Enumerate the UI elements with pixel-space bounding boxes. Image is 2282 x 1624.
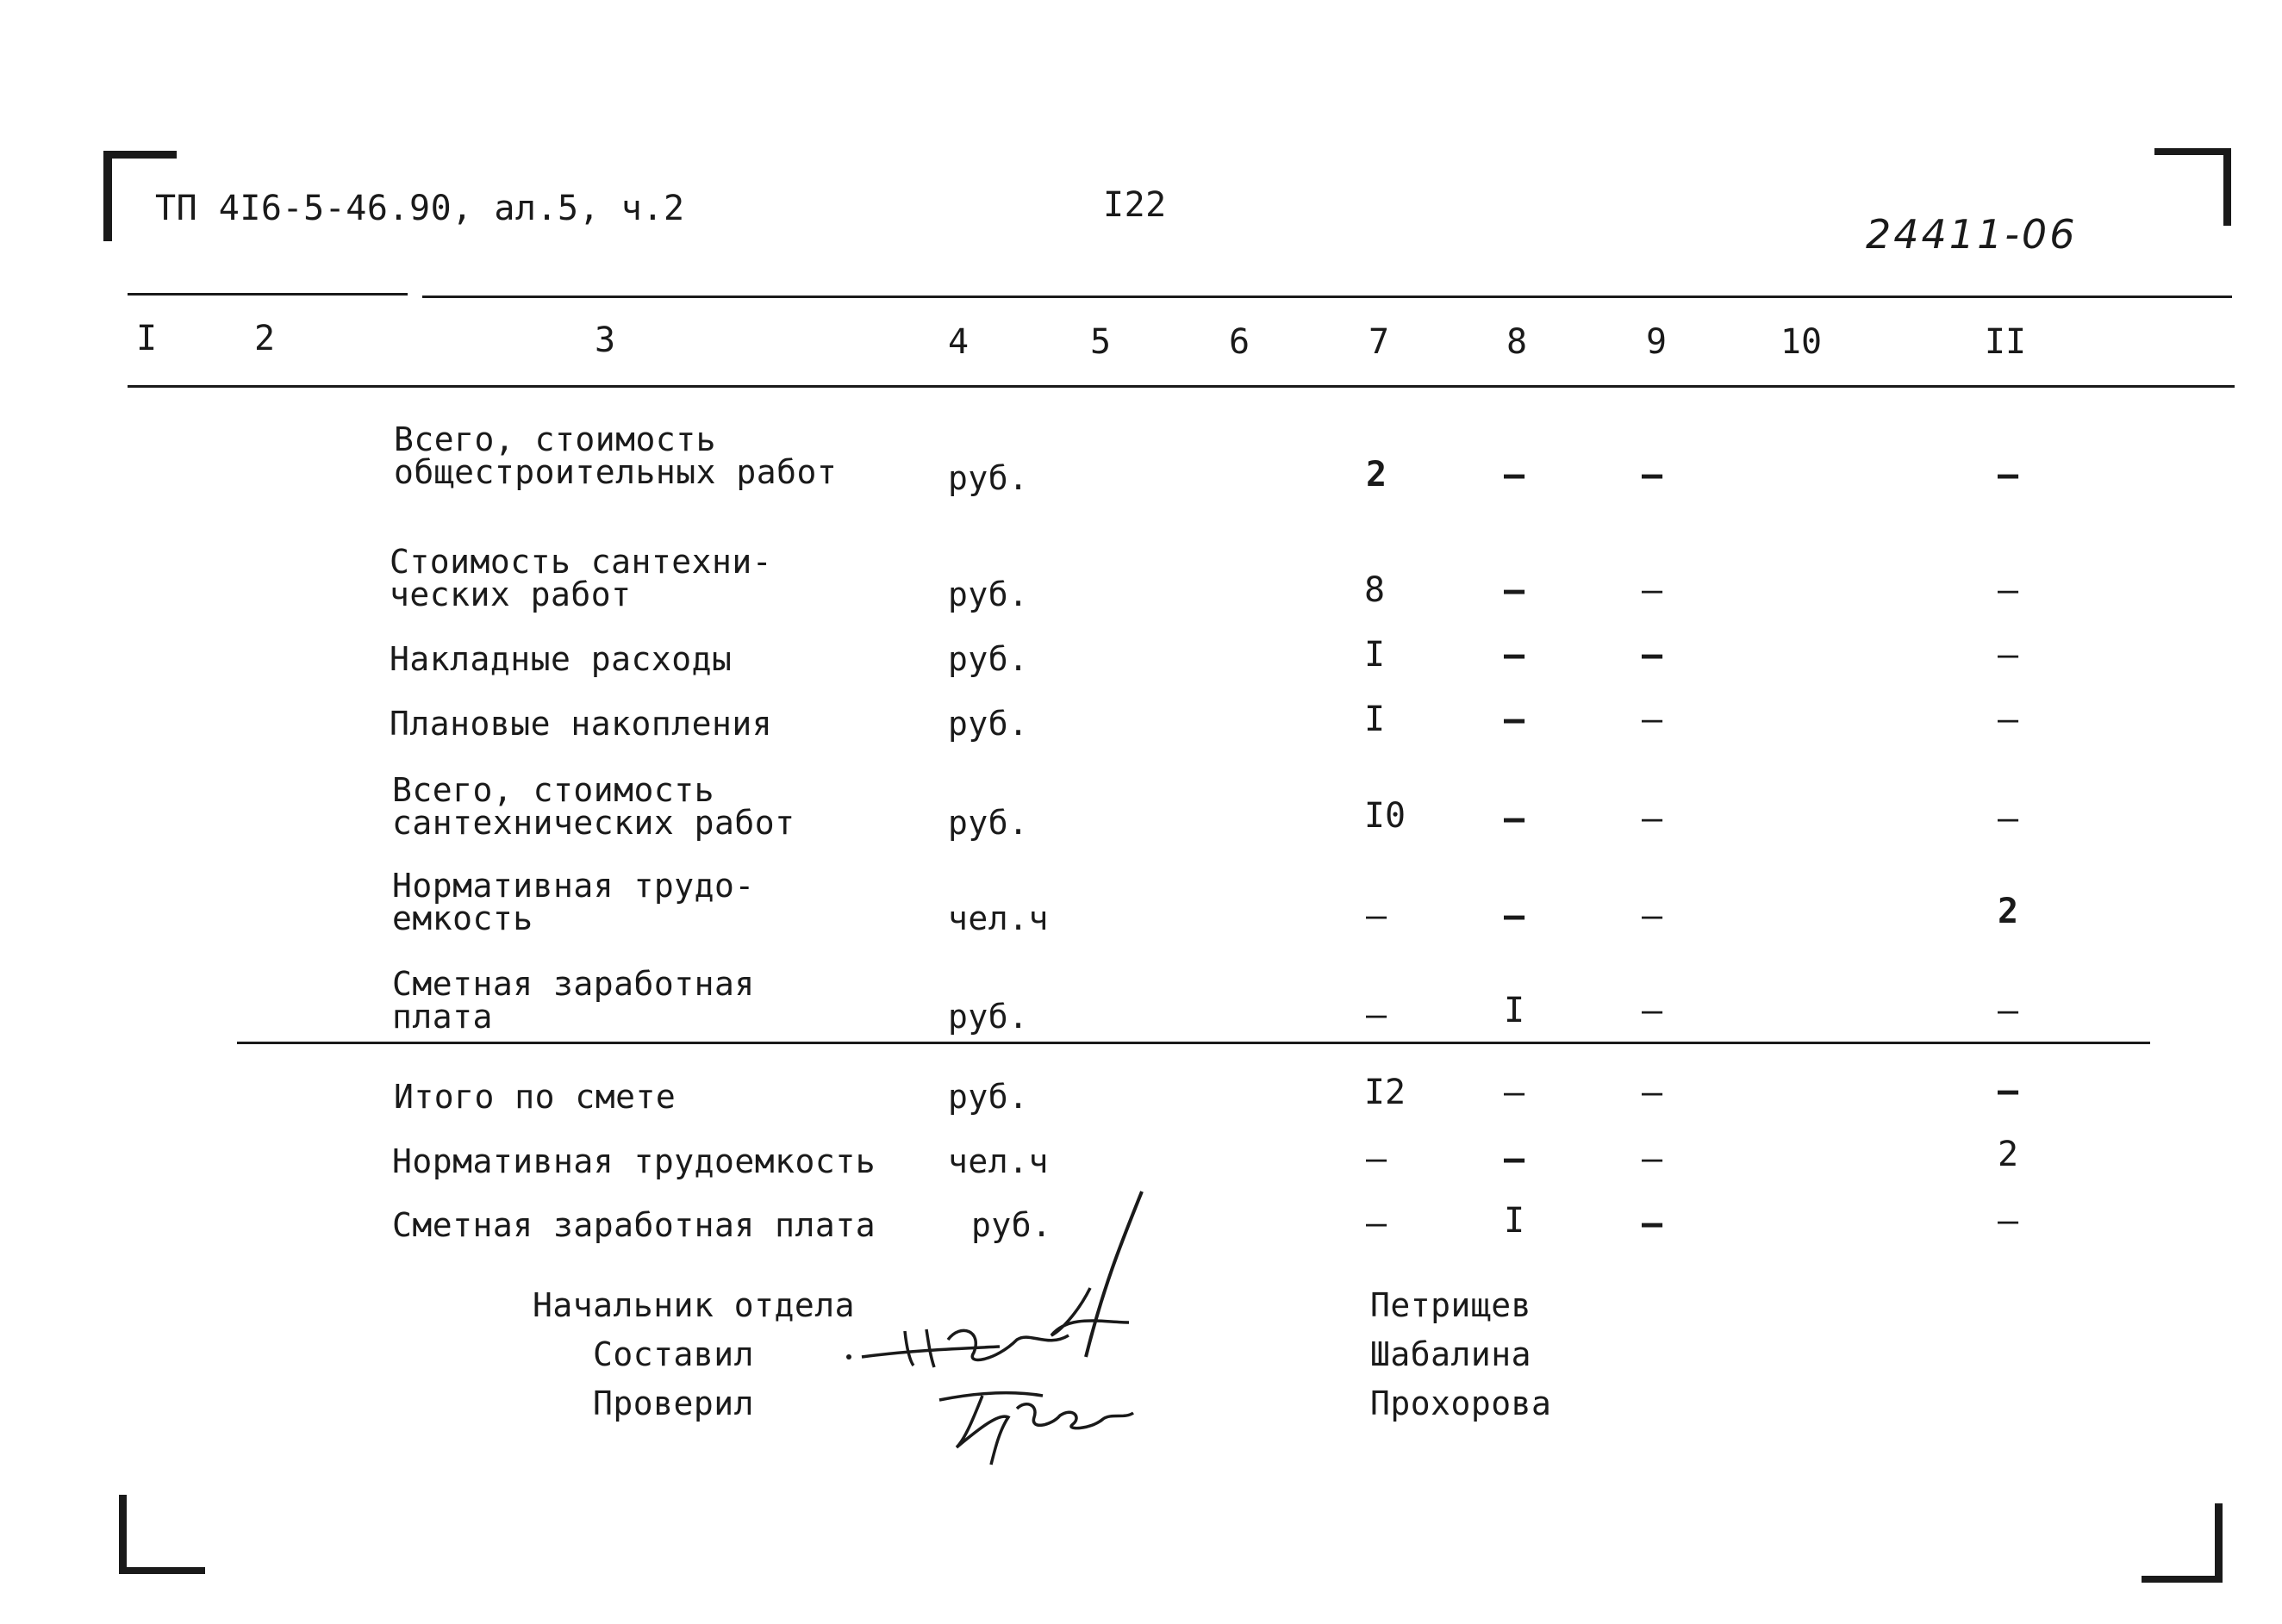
column-header: 7 [1368, 322, 1390, 362]
column-header: II [1984, 322, 2027, 362]
row-value-col11: – [1997, 700, 2019, 739]
row-name: Нормативная трудо- [392, 867, 755, 905]
row-unit: руб. [948, 640, 1029, 678]
row-value-col8: – [1503, 700, 1525, 739]
row-name: Сметная заработная [392, 965, 755, 1003]
total-unit: руб. [948, 1078, 1029, 1116]
row-value-col7: 8 [1363, 570, 1386, 610]
corner-mark-bottom-right [2215, 1503, 2223, 1583]
total-value-col8: – [1503, 1073, 1525, 1112]
page-number: I22 [1103, 185, 1167, 225]
signature-name: Прохорова [1370, 1384, 1552, 1422]
row-value-col11: 2 [1997, 892, 2019, 931]
total-name: Итого по смете [394, 1078, 676, 1116]
row-value-col9: – [1641, 991, 1663, 1030]
row-unit: руб. [948, 459, 1029, 497]
table-top-line [422, 296, 2232, 298]
corner-mark-top-left [103, 151, 112, 241]
row-value-col8: – [1503, 896, 1525, 936]
row-value-col7: 2 [1365, 455, 1387, 495]
total-unit: руб. [971, 1206, 1052, 1244]
row-value-col7: I [1363, 700, 1386, 739]
row-value-col8: – [1503, 455, 1525, 495]
handwritten-signature-checker [931, 1366, 1138, 1469]
column-header: 6 [1228, 322, 1250, 362]
column-header: 3 [594, 320, 616, 360]
corner-mark-bottom-right [2142, 1576, 2223, 1583]
corner-mark-top-right [2154, 148, 2231, 155]
total-value-col11: 2 [1997, 1135, 2019, 1174]
row-unit: руб. [948, 705, 1029, 743]
row-value-col7: – [1365, 896, 1387, 936]
row-value-col8: – [1503, 799, 1525, 838]
row-unit: чел.ч [948, 899, 1049, 937]
row-value-col11: – [1997, 455, 2019, 495]
signature-name: Шабалина [1370, 1335, 1532, 1373]
totals-separator-line [237, 1042, 2150, 1044]
row-value-col7: – [1365, 995, 1387, 1035]
signature-role: Начальник отдела [533, 1286, 856, 1324]
column-header: 4 [947, 322, 970, 362]
row-name: ческих работ [390, 576, 632, 613]
row-value-col9: – [1641, 799, 1663, 838]
total-unit: чел.ч [948, 1142, 1049, 1180]
total-value-col8: I [1503, 1201, 1525, 1241]
total-name: Сметная заработная плата [392, 1206, 876, 1244]
row-value-col9: – [1641, 896, 1663, 936]
total-value-col9: – [1641, 1073, 1663, 1112]
row-value-col11: – [1997, 635, 2019, 675]
handwritten-signature-head [845, 1185, 1155, 1383]
row-unit: руб. [948, 804, 1029, 842]
total-value-col9: – [1641, 1204, 1663, 1243]
row-name: сантехнических работ [392, 804, 795, 842]
document-reference: ТП 4I6-5-46.90, ал.5, ч.2 [155, 189, 685, 228]
column-header: 5 [1089, 322, 1112, 362]
header-bottom-line [128, 385, 2235, 388]
row-value-col8: – [1503, 635, 1525, 675]
corner-mark-top-left [103, 151, 177, 159]
column-header: 8 [1506, 322, 1528, 362]
handwritten-archive-number: 24411-06 [1866, 211, 2078, 258]
row-value-col9: – [1641, 635, 1663, 675]
row-name: плата [392, 998, 493, 1036]
total-value-col9: – [1641, 1139, 1663, 1179]
row-unit: руб. [948, 998, 1029, 1036]
column-header: 10 [1780, 322, 1823, 362]
signature-role: Проверил [593, 1384, 755, 1422]
signature-name: Петрищев [1370, 1286, 1532, 1324]
row-name: Плановые накопления [390, 705, 773, 743]
total-value-col7: – [1365, 1204, 1387, 1243]
table-top-line [128, 293, 408, 296]
row-value-col9: – [1641, 570, 1663, 610]
row-value-col7: I0 [1363, 796, 1406, 836]
row-value-col11: – [1997, 991, 2019, 1030]
row-value-col11: – [1997, 570, 2019, 610]
corner-mark-bottom-left [119, 1495, 127, 1574]
row-name: Всего, стоимость [394, 420, 717, 458]
signature-role: Составил [593, 1335, 755, 1373]
row-value-col11: – [1997, 799, 2019, 838]
row-value-col8: I [1503, 991, 1525, 1030]
row-name: Всего, стоимость [392, 771, 715, 809]
row-name: общестроительных работ [394, 453, 838, 491]
row-name: емкость [392, 899, 533, 937]
column-header: 9 [1645, 322, 1668, 362]
row-value-col9: – [1641, 455, 1663, 495]
total-value-col8: – [1503, 1139, 1525, 1179]
total-value-col7: I2 [1363, 1073, 1406, 1112]
row-unit: руб. [948, 576, 1029, 613]
column-header: 2 [253, 319, 276, 358]
row-value-col9: – [1641, 700, 1663, 739]
corner-mark-top-right [2223, 148, 2231, 226]
total-value-col11: – [1997, 1201, 2019, 1241]
total-value-col11: – [1997, 1071, 2019, 1111]
total-value-col7: – [1365, 1139, 1387, 1179]
row-name: Накладные расходы [390, 640, 733, 678]
row-name: Стоимость сантехни- [390, 543, 773, 581]
row-value-col8: – [1503, 570, 1525, 610]
corner-mark-bottom-left [119, 1567, 205, 1574]
row-value-col7: I [1363, 635, 1386, 675]
column-header: I [135, 319, 158, 358]
total-name: Нормативная трудоемкость [392, 1142, 876, 1180]
